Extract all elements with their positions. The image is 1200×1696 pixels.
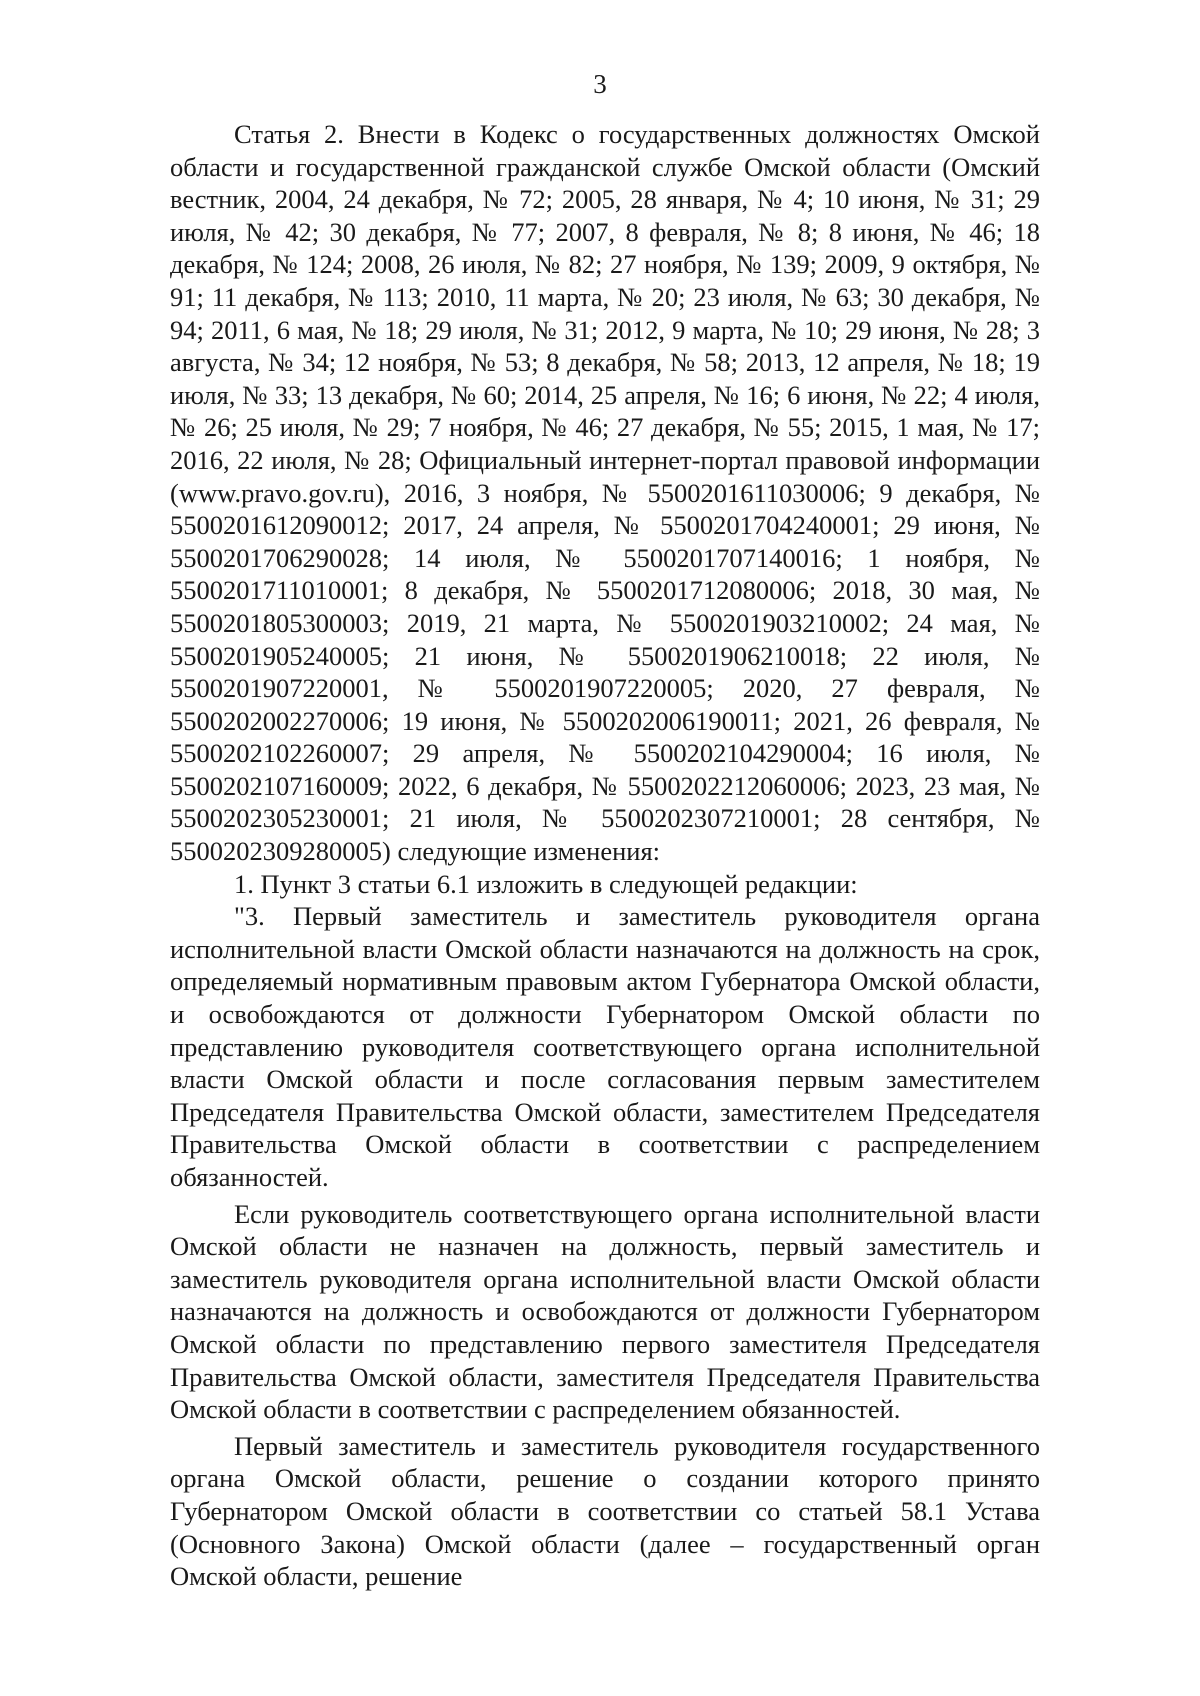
paragraph-state-body-deputies: Первый заместитель и заместитель руководителя государственного органа Омской области, решение о создании которого принято Губернатором Омской области в соответствии со статьей 58.1 Устава (Основного Закона) Омской области (далее – государственный орган Омской области, решение	[170, 1430, 1040, 1592]
document-body	[170, 118, 1040, 1593]
paragraph-item-1: 1. Пункт 3 статьи 6.1 изложить в следующей редакции:	[234, 868, 858, 899]
paragraph-clause-3: "3. Первый заместитель и заместитель руководителя органа исполнительной власти Омской области назначаются на должность на срок, определяемый нормативным правовым актом Губернатора Омской области, и освобождаются от должности Губернатором Омской области по представлению руководителя соответствующего органа исполнительной власти Омской области и после согласования первым заместителем Председателя Правительства Омской области, заместителем Председателя Правительства Омской области в соответствии с распределением обязанностей.	[170, 901, 1040, 1192]
page-number: 3	[593, 69, 607, 99]
paragraph-article-2: Статья 2. Внести в Кодекс о государственных должностях Омской области и государственной гражданской службе Омской области (Омский вестник, 2004, 24 декабря, № 72; 2005, 28 января, № 4; 10 июня, № 31; 29 июля, № 42; 30 декабря, № 77; 2007, 8 февраля, № 8; 8 июня, № 46; 18 декабря, № 124; 2008, 26 июля, № 82; 27 ноября, № 139; 2009, 9 октября, № 91; 11 декабря, № 113; 2010, 11 марта, № 20; 23 июля, № 63; 30 декабря, № 94; 2011, 6 мая, № 18; 29 июля, № 31; 2012, 9 марта, № 10; 29 июня, № 28; 3 августа, № 34; 12 ноября, № 53; 8 декабря, № 58; 2013, 12 апреля, № 18; 19 июля, № 33; 13 декабря, № 60; 2014, 25 апреля, № 16; 6 июня, № 22; 4 июля, № 26; 25 июля, № 29; 7 ноября, № 46; 27 декабря, № 55; 2015, 1 мая, № 17; 2016, 22 июля, № 28; Официальный интернет-портал правовой информации (www.pravo.gov.ru), 2016, 3 ноября, № 5500201611030006; 9 декабря, № 5500201612090012; 2017, 24 апреля, № 5500201704240001; 29 июня, № 5500201706290028; 14 июля, № 5500201707140016; 1 ноября, № 5500201711010001; 8 декабря, № 5500201712080006; 2018, 30 мая, № 5500201805300003; 2019, 21 марта, № 5500201903210002; 24 мая, № 5500201905240005; 21 июня, № 5500201906210018; 22 июля, № 5500201907220001, № 5500201907220005; 2020, 27 февраля, № 5500202002270006; 19 июня, № 5500202006190011; 2021, 26 февраля, № 5500202102260007; 29 апреля, № 5500202104290004; 16 июля, № 5500202107160009; 2022, 6 декабря, № 5500202212060006; 2023, 23 мая, № 5500202305230001; 21 июля, № 5500202307210001; 28 сентября, № 5500202309280005) следующие изменения:	[170, 119, 1040, 867]
paragraph-if-head-not-appointed: Если руководитель соответствующего органа исполнительной власти Омской области не назначен на должность, первый заместитель и заместитель руководителя органа исполнительной власти Омской области назначаются на должность и освобождаются от должности Губернатором Омской области по представлению первого заместителя Председателя Правительства Омской области, заместителя Председателя Правительства Омской области в соответствии с распределением обязанностей.	[170, 1198, 1040, 1425]
